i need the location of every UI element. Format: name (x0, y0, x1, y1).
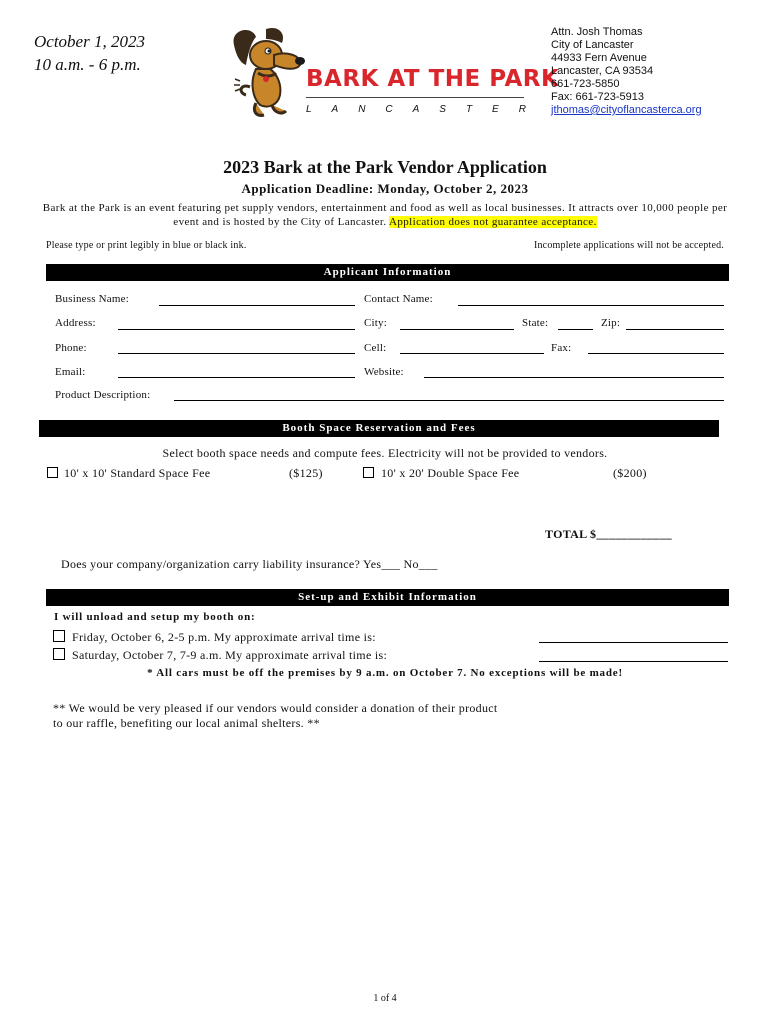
contact-block (551, 26, 702, 117)
contact-phone: 661-723-5850 (551, 78, 620, 90)
event-time: 10 a.m. - 6 p.m. (34, 55, 141, 74)
phone-label: Phone: (55, 342, 87, 354)
logo-subtitle (306, 104, 526, 115)
contact-name-label: Contact Name: (364, 293, 433, 305)
total-field[interactable]: TOTAL $____________ (545, 527, 672, 541)
contact-org: City of Lancaster (551, 39, 634, 51)
state-field[interactable] (558, 329, 593, 330)
standard-space-fee: ($125) (289, 466, 323, 480)
donation-line-1: ** We would be very pleased if our vendors would consider a donation of their product (53, 701, 498, 715)
city-field[interactable] (400, 329, 514, 330)
website-label: Website: (364, 366, 404, 378)
zip-label: Zip: (601, 317, 621, 329)
cars-notice: * All cars must be off the premises by 9 a.m. on October 7. No exceptions will be made! (147, 667, 623, 679)
contact-fax: Fax: 661-723-5913 (551, 91, 644, 103)
standard-space-label: 10' x 10' Standard Space Fee (64, 466, 211, 480)
standard-space-checkbox[interactable] (47, 467, 58, 478)
friday-checkbox[interactable] (53, 630, 65, 642)
ink-note: Please type or print legibly in blue or black ink. (46, 240, 247, 251)
website-field[interactable] (424, 377, 724, 378)
double-space-label: 10' x 20' Double Space Fee (381, 466, 520, 480)
email-field[interactable] (118, 377, 355, 378)
logo-letter: C (385, 104, 393, 115)
logo-letter: S (439, 104, 446, 115)
fax-field[interactable] (588, 353, 724, 354)
contact-street: 44933 Fern Avenue (551, 52, 647, 64)
fax-label: Fax: (551, 342, 572, 354)
event-date: October 1, 2023 (34, 32, 145, 51)
double-space-checkbox[interactable] (363, 467, 374, 478)
intro-highlight: Application does not guarantee acceptance. (389, 216, 597, 228)
logo-letter: E (492, 104, 499, 115)
cell-field[interactable] (400, 353, 544, 354)
state-label: State: (522, 317, 549, 329)
business-name-field[interactable] (159, 305, 355, 306)
donation-line-2: to our raffle, benefiting our local animal shelters. ** (53, 716, 320, 730)
saturday-checkbox[interactable] (53, 648, 65, 660)
logo-letter: T (465, 104, 473, 115)
product-description-label: Product Description: (55, 389, 151, 401)
logo-letter: N (358, 104, 366, 115)
page-title: 2023 Bark at the Park Vendor Application (223, 157, 547, 177)
logo-letter: A (331, 104, 339, 115)
logo-rule (306, 97, 524, 98)
logo-letter: L (306, 104, 312, 115)
booth-intro: Select booth space needs and compute fees. Electricity will not be provided to vendors. (162, 446, 608, 460)
intro-text: Bark at the Park is an event featuring pet supply vendors, entertainment and food as well as local businesses. It attracts over 10,000 people per event and is hosted by the City of Lancaster. (42, 202, 728, 228)
city-label: City: (364, 317, 388, 329)
incomplete-note: Incomplete applications will not be accepted. (533, 240, 724, 251)
logo-letter: A (412, 104, 420, 115)
zip-field[interactable] (626, 329, 724, 330)
setup-lead: I will unload and setup my booth on: (54, 611, 256, 623)
double-space-fee: ($200) (613, 466, 647, 480)
dog-mascot-icon (226, 25, 308, 121)
saturday-label: Saturday, October 7, 7-9 a.m. My approximate arrival time is: (72, 648, 388, 662)
business-name-label: Business Name: (55, 293, 129, 305)
saturday-arrival-field[interactable] (539, 661, 728, 662)
application-deadline: Application Deadline: Monday, October 2, 2023 (241, 181, 529, 196)
contact-email-link[interactable]: jthomas@cityoflancasterca.org (551, 104, 702, 116)
logo-title: BARK AT THE PARK (306, 66, 560, 92)
friday-label: Friday, October 6, 2-5 p.m. My approximate arrival time is: (72, 630, 376, 644)
page-number: 1 of 4 (373, 993, 397, 1004)
booth-heading: Booth Space Reservation and Fees (39, 420, 719, 437)
contact-attn: Attn. Josh Thomas (551, 26, 643, 38)
intro-paragraph (40, 201, 730, 229)
cell-label: Cell: (364, 342, 387, 354)
phone-field[interactable] (118, 353, 355, 354)
contact-city: Lancaster, CA 93534 (551, 65, 654, 77)
contact-name-field[interactable] (458, 305, 724, 306)
logo-letter: R (518, 104, 526, 115)
setup-heading: Set-up and Exhibit Information (46, 589, 729, 606)
address-label: Address: (55, 317, 96, 329)
applicant-heading: Applicant Information (46, 264, 729, 281)
friday-arrival-field[interactable] (539, 642, 728, 643)
insurance-question[interactable]: Does your company/organization carry liability insurance? Yes___ No___ (61, 557, 438, 571)
address-field[interactable] (118, 329, 355, 330)
email-label: Email: (55, 366, 86, 378)
product-description-field[interactable] (174, 400, 724, 401)
